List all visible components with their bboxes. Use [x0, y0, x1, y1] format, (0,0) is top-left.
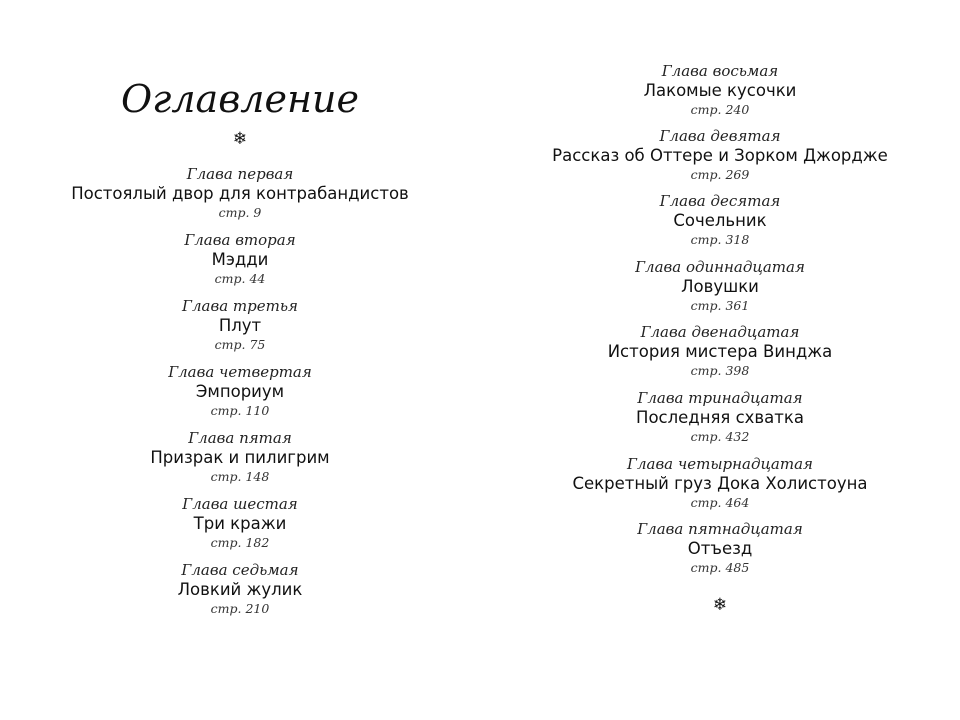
chapter-title: Мэдди: [211, 250, 269, 269]
chapter-title: Секретный груз Дока Холистоуна: [572, 474, 868, 493]
chapter-entry: [480, 456, 960, 511]
chapter-number: Глава двенадцатая: [640, 323, 800, 341]
chapter-title: Ловушки: [681, 277, 759, 296]
chapter-page: стр. 432: [690, 429, 750, 444]
chapter-number: Глава восьмая: [661, 62, 779, 80]
chapter-page: стр. 148: [210, 469, 270, 484]
chapter-entry: [0, 364, 480, 419]
chapter-number: Глава девятая: [659, 127, 781, 145]
chapter-page: стр. 9: [218, 205, 262, 220]
chapter-number: Глава вторая: [184, 231, 296, 249]
chapter-title: Рассказ об Оттере и Зорком Джордже: [552, 146, 888, 165]
chapter-entry: [0, 298, 480, 353]
chapter-page: стр. 44: [214, 271, 266, 286]
chapter-title: Последняя схватка: [636, 408, 804, 427]
chapter-page: стр. 485: [690, 560, 750, 575]
chapter-entry: [480, 63, 960, 118]
chapter-title: Ловкий жулик: [177, 580, 303, 599]
chapter-number: Глава шестая: [182, 495, 298, 513]
chapter-page: стр. 110: [210, 403, 270, 418]
chapter-title: История мистера Винджа: [607, 342, 833, 361]
chapter-page: стр. 269: [690, 167, 750, 182]
chapter-page: стр. 210: [210, 601, 270, 616]
chapter-entry: [480, 128, 960, 183]
chapter-number: Глава пятая: [188, 429, 292, 447]
chapter-entry: [0, 562, 480, 617]
chapter-number: Глава первая: [186, 165, 294, 183]
chapter-number: Глава четвертая: [168, 363, 312, 381]
chapter-title: Отъезд: [687, 539, 753, 558]
chapter-title: Эмпориум: [195, 382, 285, 401]
chapter-page: стр. 398: [690, 363, 750, 378]
chapter-entry: [0, 496, 480, 551]
toc-heading: Оглавление: [120, 77, 359, 121]
chapter-title: Три кражи: [193, 514, 287, 533]
chapter-number: Глава тринадцатая: [637, 389, 803, 407]
chapter-title: Постоялый двор для контрабандистов: [71, 184, 409, 203]
chapter-page: стр. 75: [214, 337, 266, 352]
chapter-page: стр. 464: [690, 495, 750, 510]
chapter-number: Глава четырнадцатая: [627, 455, 813, 473]
chapter-page: стр. 361: [690, 298, 750, 313]
chapter-entry: [0, 430, 480, 485]
chapter-title: Лакомые кусочки: [643, 81, 797, 100]
chapter-number: Глава седьмая: [181, 561, 299, 579]
chapter-number: Глава третья: [182, 297, 298, 315]
snowflake-icon: ❄: [232, 129, 248, 149]
chapter-number: Глава пятнадцатая: [637, 520, 803, 538]
chapter-page: стр. 240: [690, 102, 750, 117]
snowflake-icon: ❄: [712, 595, 728, 615]
chapter-title: Призрак и пилигрим: [150, 448, 330, 467]
chapter-entry: [480, 259, 960, 314]
chapter-entry: [480, 324, 960, 379]
chapter-entry: [480, 521, 960, 576]
chapter-number: Глава десятая: [659, 192, 781, 210]
chapter-page: стр. 318: [690, 232, 750, 247]
chapter-entry: [0, 166, 480, 221]
chapter-entry: [480, 390, 960, 445]
chapter-page: стр. 182: [210, 535, 270, 550]
chapter-number: Глава одиннадцатая: [635, 258, 805, 276]
chapter-entry: [0, 232, 480, 287]
chapter-entry: [480, 193, 960, 248]
chapter-title: Плут: [218, 316, 262, 335]
chapter-title: Сочельник: [673, 211, 767, 230]
